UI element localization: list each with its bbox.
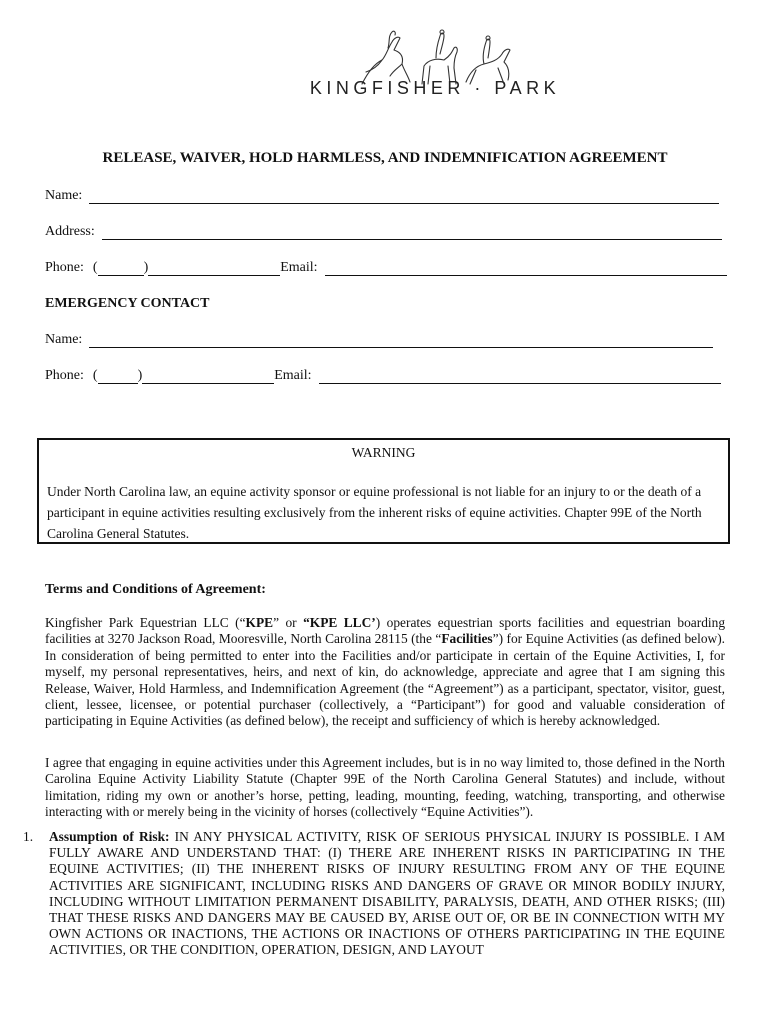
terms-paragraph-2: I agree that engaging in equine activities under this Agreement includes, but is in no way limited to, those defined in the North Carolina Equine Activity Liability Statute (Chapter 99E of the North Carolina General Statutes) and include, without limitation, riding my own or another’s horse, petting, leading, mounting, feeding, watching, transporting, and otherwise interacting with or merely being in the vicinity of horses (collectively “Equine Activities”). — [45, 755, 725, 820]
participant-address-row — [45, 224, 722, 240]
address-label: Address: — [45, 224, 95, 239]
warning-title: WARNING — [351, 445, 416, 460]
item-heading: Assumption of Risk: — [49, 829, 170, 844]
item-text: IN ANY PHYSICAL ACTIVITY, RISK OF SERIOUS PHYSICAL INJURY IS POSSIBLE. I AM FULLY AWARE AND UNDERSTAND THAT: (I) THERE ARE INHERENT RISKS IN PARTICIPATING IN THE EQUINE ACTIVITIES; (II) THE INHERENT RISKS OF INJURY RESULTING FROM ANY OF THE EQUINE ACTIVITIES ARE SIGNIFICANT, INCLUDING RISKS AND DANGERS OF GRAVE OR MINOR BODILY INJURY, INCLUDING WITHOUT LIMITATION PERMANENT DISABILITY, PARALYSIS, DEATH, AND OTHER RISKS; (III) THAT THESE RISKS AND DANGERS MAY BE CAUSED BY, ARISE OUT OF, OR BE IN CONNECTION WITH MY OWN ACTIONS OR INACTIONS, THE ACTIONS OR INACTIONS OF OTHERS PARTICIPATING IN THE EQUINE ACTIVITIES, OR THE CONDITION, OPERATION, DESIGN, AND LAYOUT — [49, 829, 725, 958]
name-label: Name: — [45, 188, 83, 203]
page-title: RELEASE, WAIVER, HOLD HARMLESS, AND INDEMNIFICATION AGREEMENT — [102, 150, 668, 166]
phone-paren-open: ( — [92, 260, 98, 275]
email-label: Email: — [280, 260, 318, 275]
emergency-email-label: Email: — [274, 368, 312, 383]
warning-box — [37, 438, 730, 544]
p1-kpe-term: KPE — [245, 615, 274, 630]
emergency-name-label: Name: — [45, 332, 83, 347]
p1-kpe-llc-term: “KPE LLC’ — [303, 615, 376, 630]
emergency-name-field[interactable] — [89, 333, 713, 348]
p1-text-b: ” or — [273, 615, 304, 630]
phone-number-field[interactable] — [148, 261, 280, 276]
emergency-phone-paren-close: ) — [137, 368, 143, 383]
emergency-email-field[interactable] — [319, 369, 721, 384]
participant-name-row — [45, 188, 719, 204]
p1-text-c: ) operates equestrian sports facilities and equestrian boarding facilities at 3270 Jackson Road, Mooresville, North Carolina 28115 (the “ — [45, 615, 726, 647]
name-field[interactable] — [89, 189, 719, 204]
p1-text-a: Kingfisher Park Equestrian LLC (“ — [45, 615, 246, 630]
email-field[interactable] — [325, 261, 727, 276]
emergency-phone-row — [45, 368, 721, 384]
emergency-contact-heading: EMERGENCY CONTACT — [45, 296, 210, 311]
emergency-phone-number-field[interactable] — [142, 369, 274, 384]
participant-phone-row — [45, 260, 727, 276]
emergency-phone-area-code-field[interactable] — [98, 369, 138, 384]
terms-paragraph-1 — [45, 615, 725, 730]
p1-facilities-term: Facilities — [441, 631, 493, 647]
terms-heading: Terms and Conditions of Agreement: — [45, 582, 266, 597]
warning-text: Under North Carolina law, an equine activity sponsor or equine professional is not liable for an injury to or the death of a participant in equine activities resulting exclusively from the inherent risks of equine activities. Chapter 99E of the North Carolina General Statutes. — [47, 484, 702, 541]
emergency-name-row — [45, 332, 713, 348]
phone-area-code-field[interactable] — [98, 261, 144, 276]
assumption-of-risk-item — [23, 829, 725, 959]
phone-label: Phone: — [45, 260, 84, 275]
emergency-phone-paren-open: ( — [92, 368, 98, 383]
item-number: 1. — [23, 829, 34, 844]
phone-paren-close: ) — [143, 260, 149, 275]
address-field[interactable] — [102, 225, 722, 240]
logo-wordmark: KINGFISHER · PARK — [309, 78, 561, 98]
p1-text-d: ”) for Equine Activities (as defined below). In consideration of being permitted to enter into the Facilities and/or participate in certain of the Equine Activities, I, for myself, my personal representatives, heirs, and next of kin, do acknowledge, appreciate and agree that I am signing this Release, Waiver, Hold Harmless, and Indemnification Agreement (the “Agreement”) as a participant, spectator, visitor, guest, client, lessee, licensee, or potential purchaser (collectively, a “Participant”) for good and valuable consideration of participating in Equine Activities (as defined below), the receipt and sufficiency of which is hereby acknowledged. — [45, 631, 725, 729]
emergency-phone-label: Phone: — [45, 368, 84, 383]
